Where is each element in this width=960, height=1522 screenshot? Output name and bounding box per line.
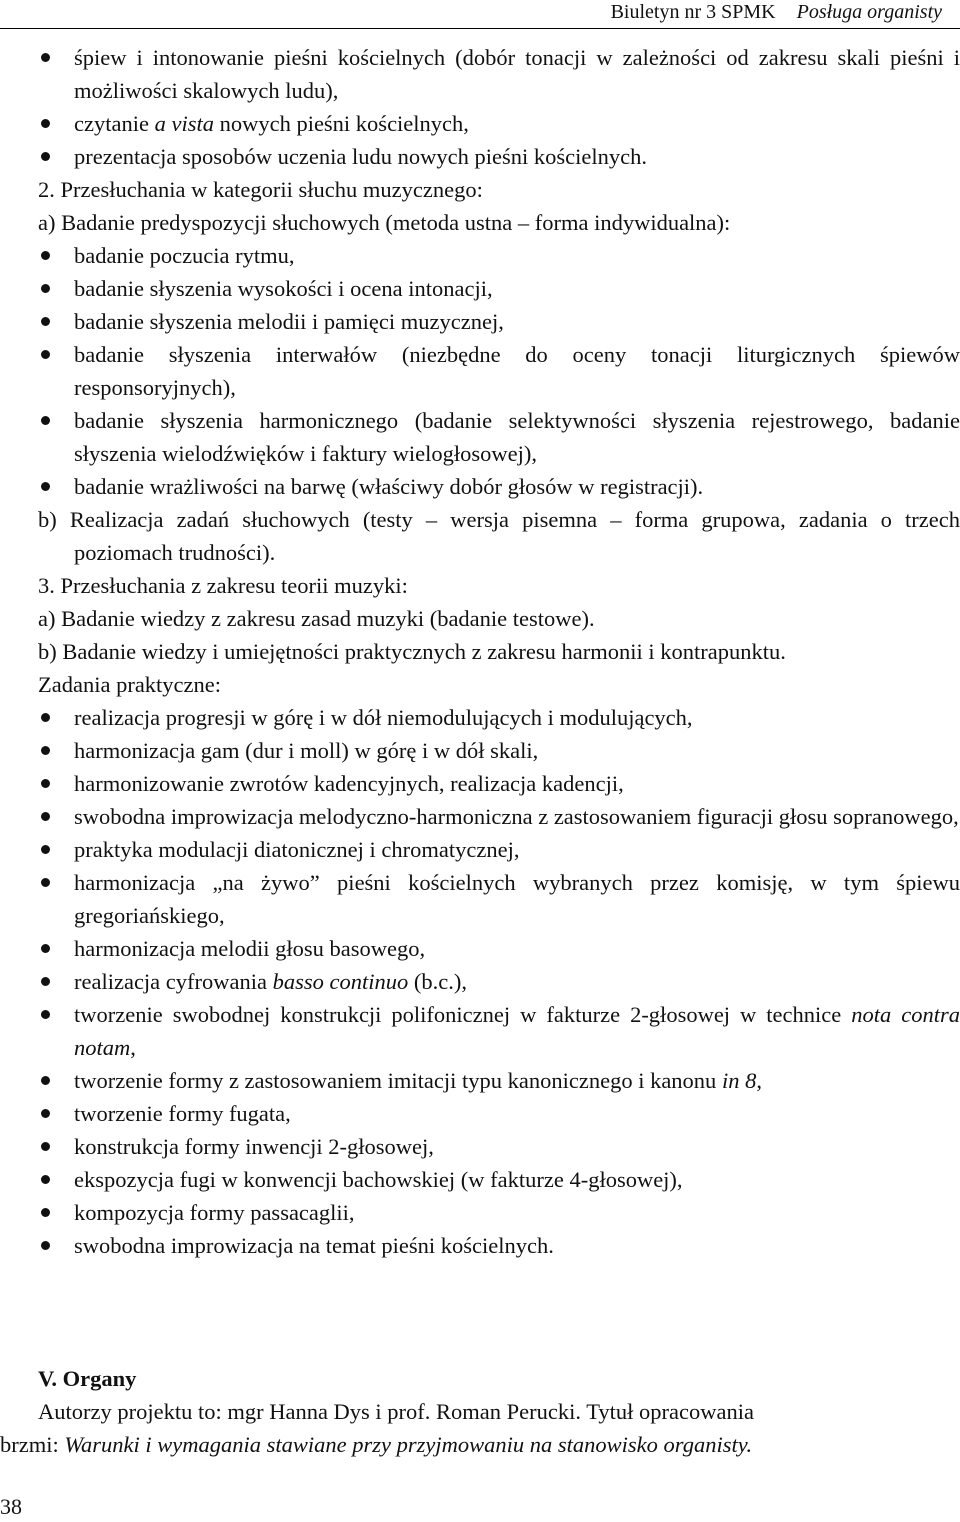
running-header <box>611 0 942 28</box>
bullet-item: swobodna improwizacja na temat pieśni kościelnych. <box>38 1229 960 1262</box>
section-organy <box>0 1362 960 1461</box>
section-paragraph-line2 <box>0 1428 960 1461</box>
bullet-item: ekspozycja fugi w konwencji bachowskiej (w fakturze 4-głosowej), <box>38 1163 960 1196</box>
paragraph: 3. Przesłuchania z zakresu teorii muzyki: <box>38 573 408 598</box>
bullet-item: swobodna improwizacja melodyczno-harmoniczna z zastosowaniem figuracji głosu sopranowego, <box>38 800 960 833</box>
section-title: V. Organy <box>38 1366 137 1391</box>
bullet-item: konstrukcja formy inwencji 2-głosowej, <box>38 1130 960 1163</box>
bullet-item: harmonizacja gam (dur i moll) w górę i w dół skali, <box>38 734 960 767</box>
section-subtitle: Posługa organisty <box>796 1 942 23</box>
italic-term: a vista <box>154 111 214 136</box>
section-line2-plain: brzmi: <box>0 1432 65 1457</box>
page-number: 38 <box>0 1494 22 1519</box>
list-paragraph: b) Realizacja zadań słuchowych (testy – wersja pisemna – forma grupowa, zadania o trzech poziomach trudności). <box>38 507 960 565</box>
bullet-item: realizacja progresji w górę i w dół niemodulujących i modulujących, <box>38 701 960 734</box>
paragraph: 2. Przesłuchania w kategorii słuchu muzycznego: <box>38 177 483 202</box>
paragraph: a) Badanie wiedzy z zakresu zasad muzyki (badanie testowe). <box>38 606 595 631</box>
bullet-item: harmonizacja „na żywo” pieśni kościelnych wybranych przez komisję, w tym śpiewu gregoriańskiego, <box>38 866 960 932</box>
bullet-item: badanie słyszenia melodii i pamięci muzycznej, <box>38 305 960 338</box>
bullet-item: badanie słyszenia wysokości i ocena intonacji, <box>38 272 960 305</box>
italic-term: basso continuo <box>272 969 409 994</box>
bullet-item <box>38 965 960 998</box>
text-segment: czytanie <box>74 111 155 136</box>
bullet-item: prezentacja sposobów uczenia ludu nowych pieśni kościelnych. <box>38 140 960 173</box>
bullet-item: badanie słyszenia harmonicznego (badanie selektywności słyszenia rejestrowego, badanie słyszenia wielodźwięków i faktury wielogłosowej), <box>38 404 960 470</box>
text-segment: tworzenie swobodnej konstrukcji polifonicznej w fakturze 2-głosowej w technice <box>74 1002 852 1027</box>
section-line2-italic: Warunki i wymagania stawiane przy przyjmowaniu na stanowisko organisty. <box>64 1432 753 1457</box>
text-segment: nowych pieśni kościelnych, <box>213 111 469 136</box>
paragraph: a) Badanie predyspozycji słuchowych (metoda ustna – forma indywidualna): <box>38 210 731 235</box>
bullet-item: badanie poczucia rytmu, <box>38 239 960 272</box>
text-segment: tworzenie formy z zastosowaniem imitacji typu kanonicznego i kanonu <box>74 1068 722 1093</box>
bullet-item: badanie słyszenia interwałów (niezbędne do oceny tonacji liturgicznych śpiewów responsoryjnych), <box>38 338 960 404</box>
paragraph: Zadania praktyczne: <box>38 672 222 697</box>
bullet-item: harmonizacja melodii głosu basowego, <box>38 932 960 965</box>
bullet-item: praktyka modulacji diatonicznej i chromatycznej, <box>38 833 960 866</box>
bullet-item: harmonizowanie zwrotów kadencyjnych, realizacja kadencji, <box>38 767 960 800</box>
bullet-item: badanie wrażliwości na barwę (właściwy dobór głosów w registracji). <box>38 470 960 503</box>
text-segment: realizacja cyfrowania <box>74 969 273 994</box>
bullet-item: kompozycja formy passacaglii, <box>38 1196 960 1229</box>
italic-term: in 8 <box>721 1068 757 1093</box>
bullet-item: tworzenie formy fugata, <box>38 1097 960 1130</box>
section-paragraph-line1: Autorzy projektu to: mgr Hanna Dys i prof. Roman Perucki. Tytuł opracowania <box>38 1399 754 1424</box>
italic-term: nota contra notam <box>74 1002 960 1060</box>
bullet-item <box>38 107 960 140</box>
header-divider <box>0 28 960 29</box>
text-segment: (b.c.), <box>408 969 467 994</box>
paragraph: b) Badanie wiedzy i umiejętności praktycznych z zakresu harmonii i kontrapunktu. <box>38 639 786 664</box>
bullet-item <box>38 998 960 1064</box>
bullet-item <box>38 1064 960 1097</box>
text-segment: , <box>756 1068 762 1093</box>
journal-title: Biuletyn nr 3 SPMK <box>610 1 776 23</box>
text-segment: , <box>130 1035 136 1060</box>
main-text <box>38 41 960 1262</box>
bullet-item: śpiew i intonowanie pieśni kościelnych (dobór tonacji w zależności od zakresu skali pieśni i możliwości skalowych ludu), <box>38 41 960 107</box>
